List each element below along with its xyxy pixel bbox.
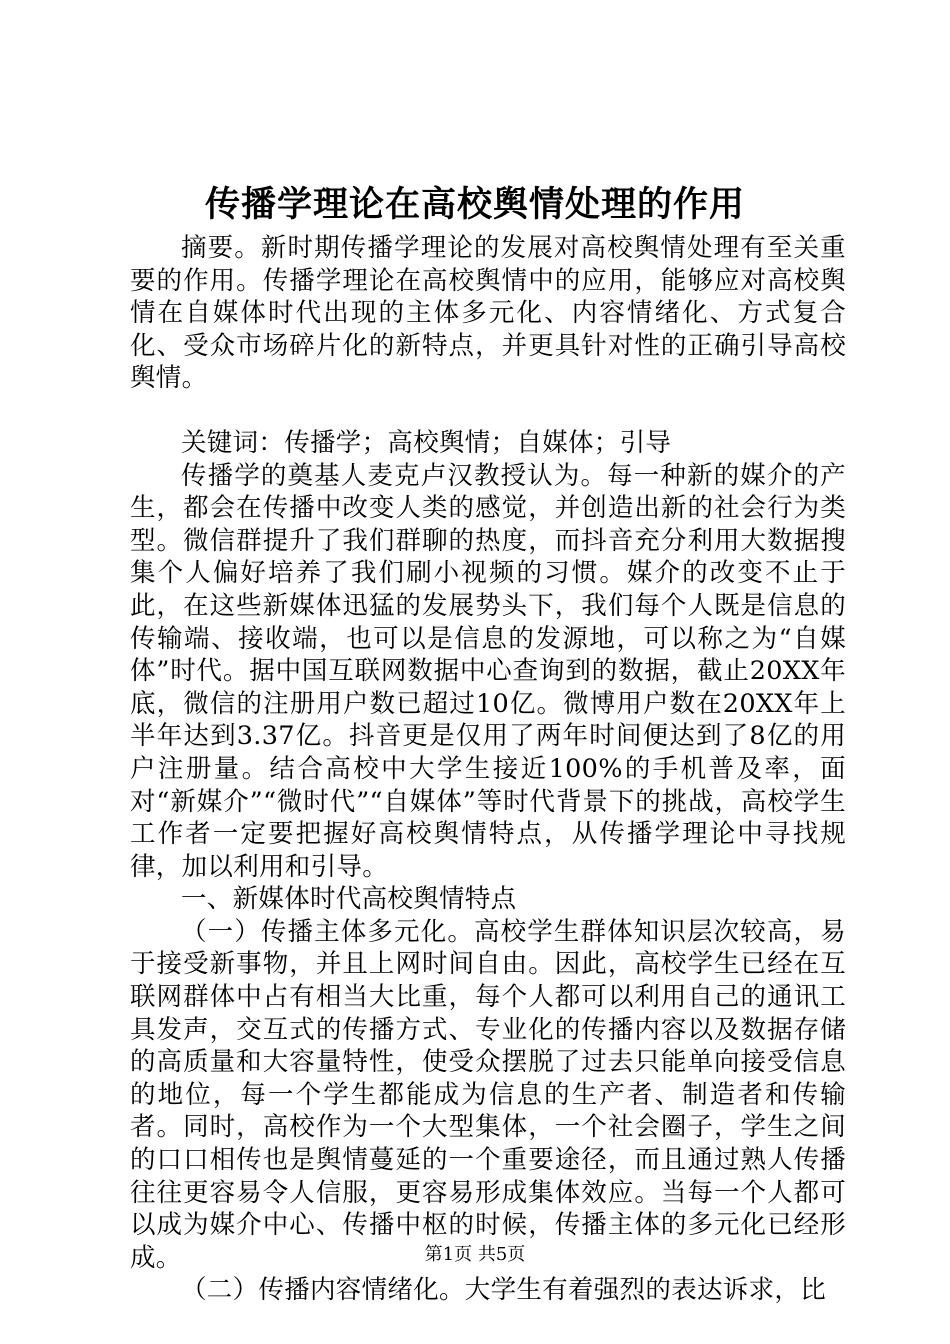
document-title: 传播学理论在高校舆情处理的作用 xyxy=(204,184,745,225)
keywords-paragraph: 关键词：传播学；高校舆情；自媒体；引导 xyxy=(181,427,672,458)
abstract-paragraph: 摘要。新时期传播学理论的发展对高校舆情处理有至关重要的作用。传播学理论在高校舆情中的应用，能够应对高校舆情在自媒体时代出现的主体多元化、内容情绪化、方式复合化、受众市场碎片化的新特点，并更具针对性的正确引导高校舆情。 xyxy=(130,233,846,394)
page-footer: 第1页 共5页 xyxy=(424,1244,526,1265)
subsection-paragraph-2: （二）传播内容情绪化。大学生有着强烈的表达诉求，比 xyxy=(181,1275,827,1306)
intro-paragraph: 传播学的奠基人麦克卢汉教授认为。每一种新的媒介的产生，都会在传播中改变人类的感觉，并创造出新的社会行为类型。微信群提升了我们群聊的热度，而抖音充分利用大数据搜集个人偏好培养了我们刷小视频的习惯。媒介的改变不止于此，在这些新媒体迅猛的发展势头下，我们每个人既是信息的传输端、接收端，也可以是信息的发源地，可以称之为“自媒体”时代。据中国互联网数据中心查询到的数据，截止20XX年底，微信的注册用户数已超过10亿。微博用户数在20XX年上半年达到3.37亿。抖音更是仅用了两年时间便达到了8亿的用户注册量。结合高校中大学生接近100%的手机普及率，面对“新媒介”“微时代”“自媒体”等时代背景下的挑战，高校学生工作者一定要把握好高校舆情特点，从传播学理论中寻找规律，加以利用和引导。 xyxy=(130,460,846,882)
section-heading: 一、新媒体时代高校舆情特点 xyxy=(181,884,517,915)
subsection-paragraph-1: （一）传播主体多元化。高校学生群体知识层次较高，易于接受新事物，并且上网时间自由。因此，高校学生已经在互联网群体中占有相当大比重，每个人都可以利用自己的通讯工具发声，交互式的传播方式、专业化的传播内容以及数据存储的高质量和大容量特性，使受众摆脱了过去只能单向接受信息的地位，每一个学生都能成为信息的生产者、制造者和传输者。同时，高校作为一个大型集体，一个社会圈子，学生之间的口口相传也是舆情蔓延的一个重要途径，而且通过熟人传播往往更容易令人信服，更容易形成集体效应。当每一个人都可以成为媒介中心、传播中枢的时候，传播主体的多元化已经形成。 xyxy=(130,916,846,1273)
document-body xyxy=(130,232,846,1307)
